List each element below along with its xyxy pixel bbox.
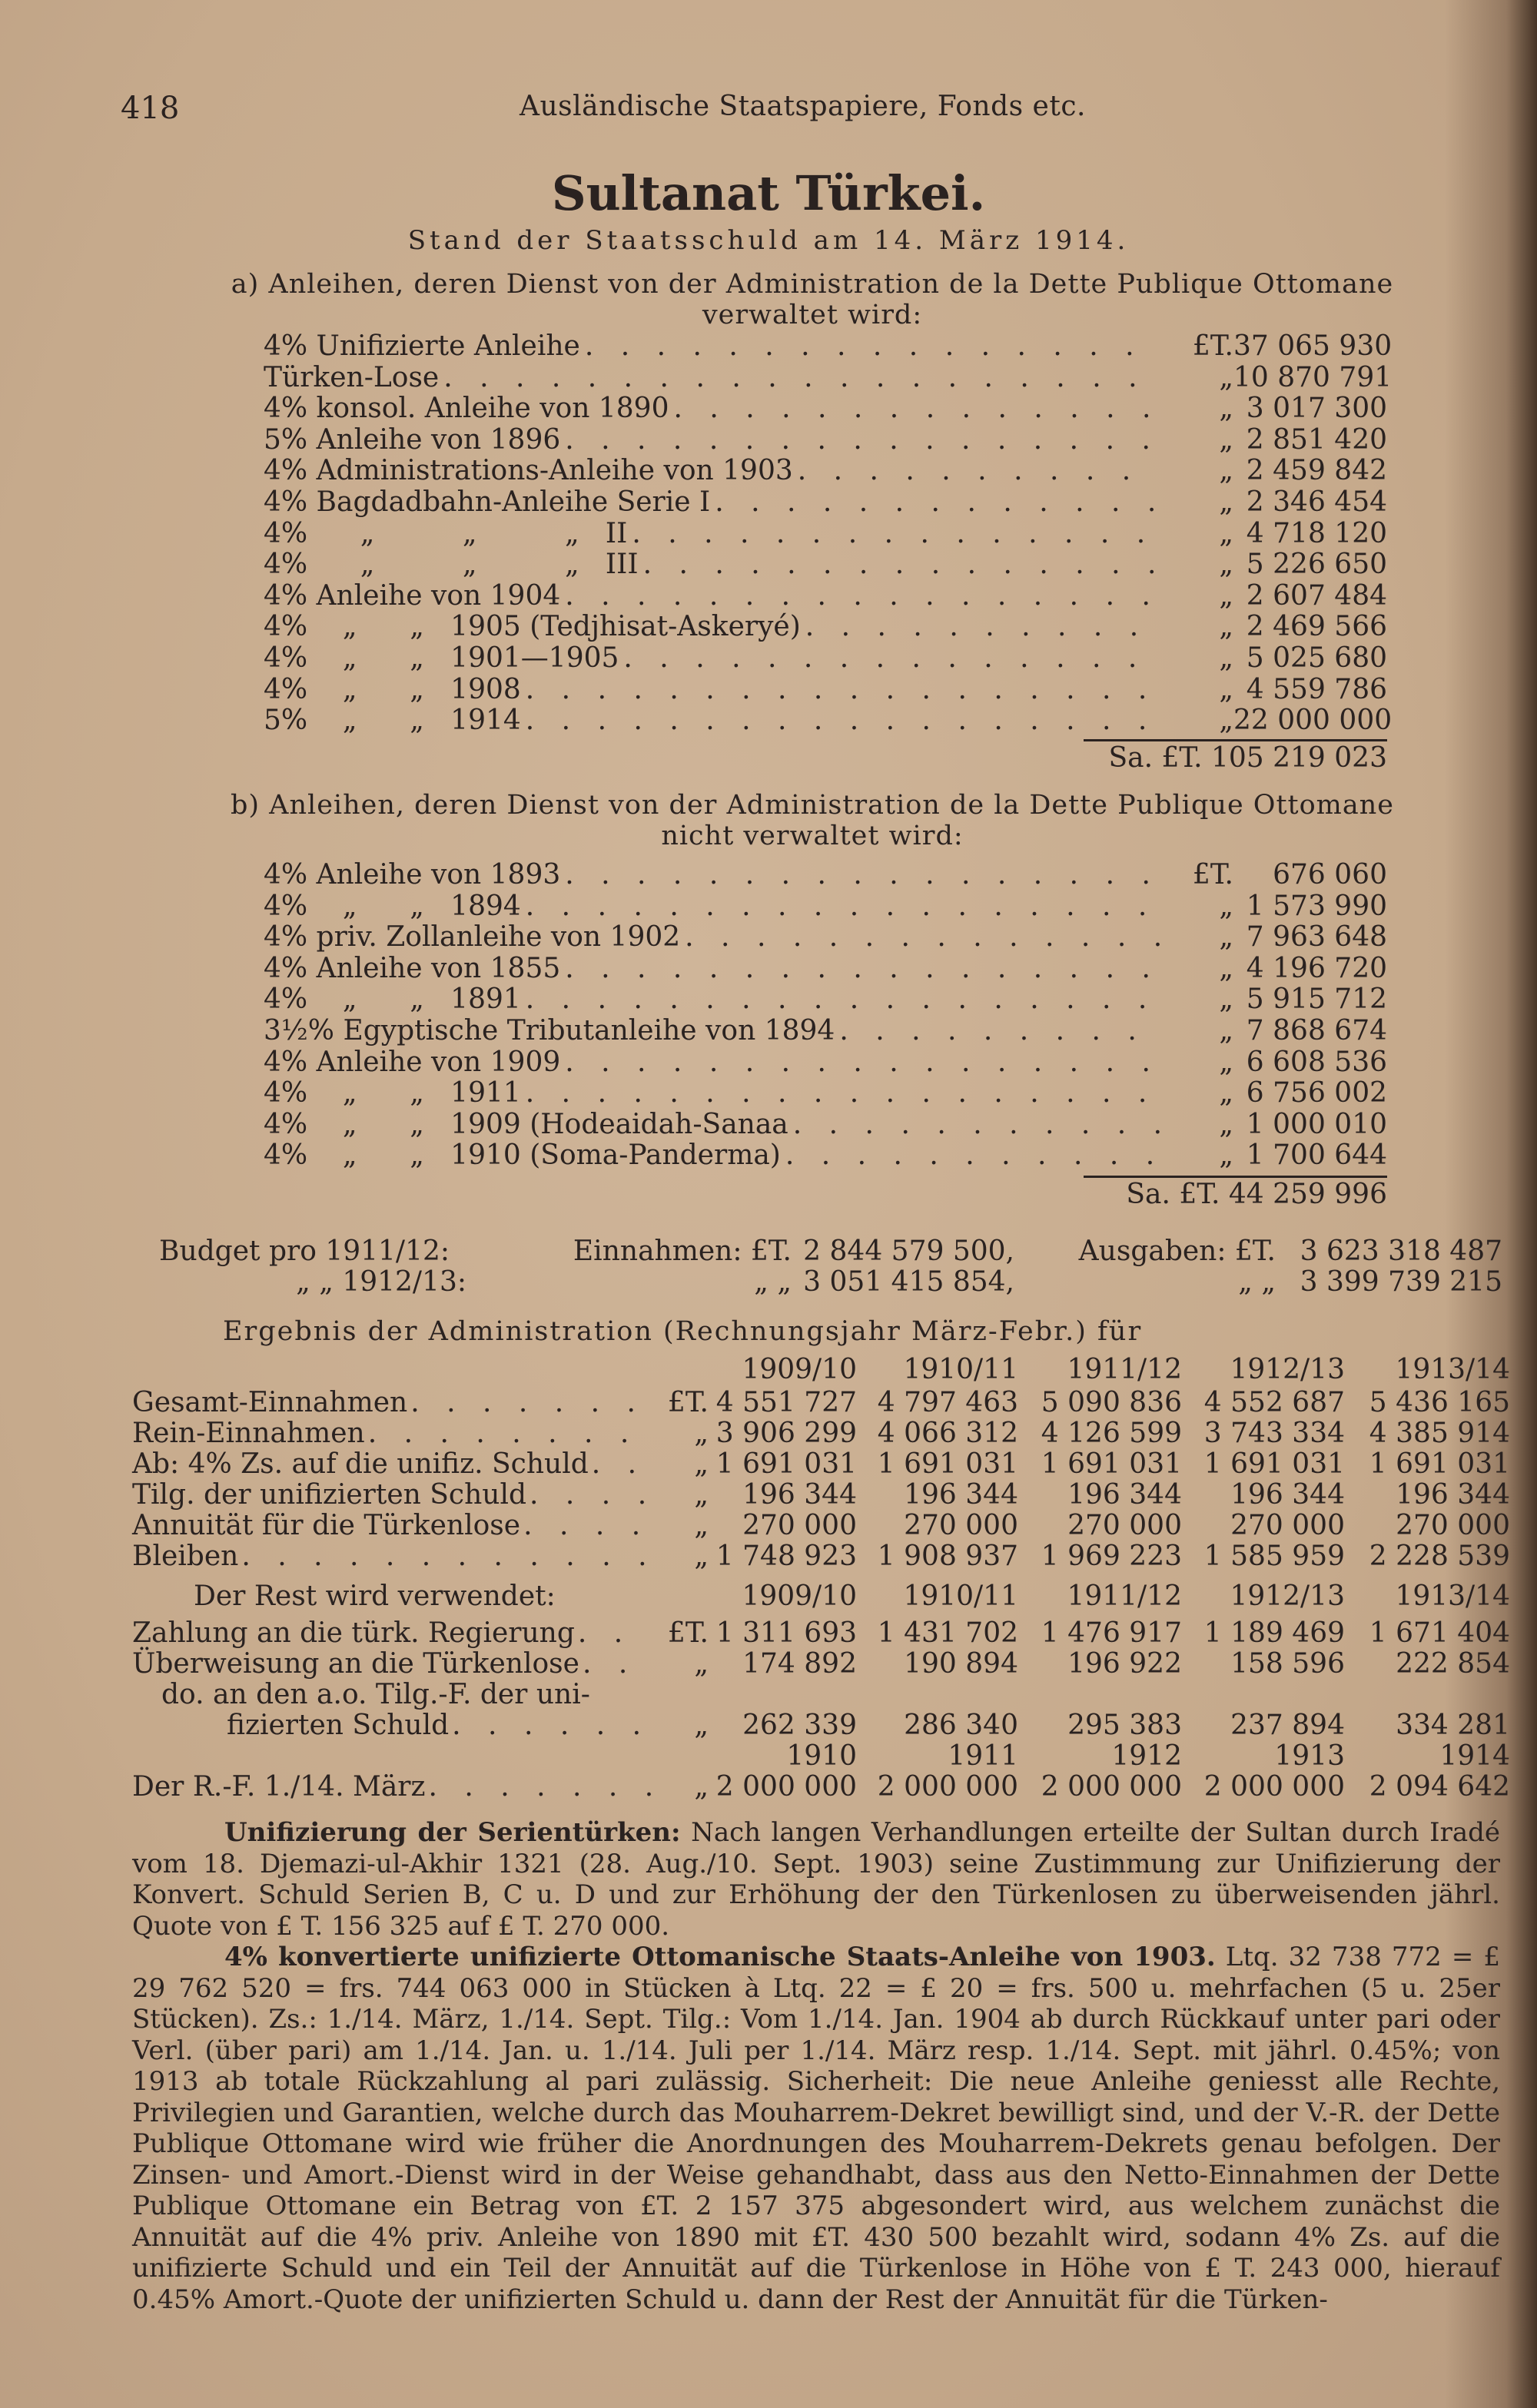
table-row-label (132, 1648, 709, 1680)
leader-dots (529, 1479, 652, 1511)
loan-row (264, 1139, 1387, 1170)
paragraph-unifizierung (132, 1817, 1500, 1942)
table-cell: 270 000 (742, 1510, 857, 1541)
loan-name: 4% Anleihe von 1855 (264, 953, 561, 984)
table-row-label (132, 1418, 709, 1449)
table-cell: 5 436 165 (1369, 1387, 1510, 1418)
loan-amount: 1 000 010 (1246, 1109, 1387, 1140)
row-unit: £T. (667, 1617, 709, 1649)
table-cell: 196 344 (904, 1479, 1018, 1511)
leader-dots (565, 424, 1160, 456)
loan-currency: „ (1219, 674, 1233, 705)
section-a-heading (178, 269, 1446, 330)
row-unit: „ (694, 1418, 709, 1449)
table-cell: 1 311 693 (715, 1617, 857, 1649)
row-label: Gesamt-Einnahmen (132, 1387, 408, 1418)
loan-name: 4% „ „ „ III (264, 549, 639, 580)
year-header: 1909/10 (742, 1580, 857, 1612)
table-cell: 1 691 031 (877, 1448, 1018, 1480)
loan-currency: „ (1219, 611, 1233, 642)
table-cell: 1 189 469 (1203, 1617, 1345, 1649)
table-cell: 190 894 (904, 1648, 1018, 1680)
table-cell: 1 671 404 (1369, 1617, 1510, 1649)
loan-currency: „ (1219, 921, 1233, 953)
page-number: 418 (121, 91, 180, 126)
row-label: Annuität für die Türkenlose (132, 1510, 521, 1541)
paragraph-unifizierung-title: Unifizierung der Serientürken: (224, 1817, 681, 1848)
year-header: 1913 (1274, 1740, 1345, 1772)
budget-income-label: Einnahmen: £T. (573, 1236, 792, 1267)
loan-name: 4% „ „ 1905 (Tedjhisat-Askeryé) (264, 611, 801, 642)
row-unit: £T. (667, 1387, 709, 1418)
loan-row (264, 549, 1387, 579)
leader-dots (565, 859, 1160, 891)
table-cell: 4 066 312 (877, 1418, 1018, 1449)
table-cell: 1 691 031 (1369, 1448, 1510, 1480)
table-cell: 1 691 031 (1041, 1448, 1182, 1480)
leader-dots (526, 674, 1160, 705)
loan-name: 4% konsol. Anleihe von 1890 (264, 393, 669, 424)
row-label: Rein-Einnahmen (132, 1418, 365, 1449)
row-label: Tilg. der unifizierten Schuld (132, 1479, 527, 1511)
table-cell: 270 000 (1396, 1510, 1510, 1541)
loan-row (264, 891, 1387, 921)
leader-dots (526, 891, 1160, 922)
row-label: Der R.-F. 1./14. März (132, 1771, 426, 1803)
year-header: 1911 (948, 1740, 1018, 1772)
loan-currency: „ (1219, 486, 1233, 518)
loan-currency: „ (1219, 1139, 1233, 1171)
loan-amount: 1 700 644 (1246, 1139, 1387, 1171)
results-heading: Ergebnis der Administration (Rechnungsjahr März-Febr.) für (223, 1316, 1143, 1347)
table-cell: 4 385 914 (1369, 1418, 1510, 1449)
table-row-label (227, 1710, 709, 1741)
loan-name: 4% „ „ 1911 (264, 1077, 521, 1109)
year-header: 1912/13 (1230, 1354, 1345, 1385)
loan-currency: „ (1219, 518, 1233, 549)
loan-amount: 10 870 791 (1233, 362, 1393, 393)
table-row-label (132, 1617, 709, 1649)
table-row-label (132, 1387, 709, 1418)
year-header: 1913/14 (1395, 1354, 1510, 1385)
loan-row (264, 393, 1387, 423)
paragraph-anleihe-1903-title: 4% konvertierte unifizierte Ottomanische Staats-Anleihe von 1903. (224, 1942, 1216, 1972)
year-header: 1910 (786, 1740, 857, 1772)
year-header: 1910/11 (903, 1354, 1018, 1385)
table-cell: 286 340 (904, 1710, 1018, 1741)
loan-amount: 5 025 680 (1246, 642, 1387, 674)
table-row-label (132, 1479, 709, 1511)
table-cell: 1 585 959 (1203, 1541, 1345, 1572)
loan-currency: „ (1219, 705, 1233, 736)
loan-row (264, 642, 1387, 673)
loan-currency: „ (1219, 424, 1233, 456)
loan-row (264, 921, 1387, 952)
table-row-label (132, 1510, 709, 1541)
leader-dots (592, 1448, 652, 1480)
row-unit: „ (694, 1479, 709, 1511)
budget-income: 3 051 415 854, (803, 1266, 1014, 1298)
table-cell: 5 090 836 (1041, 1387, 1182, 1418)
budget-expenses: 3 399 739 215 (1300, 1266, 1502, 1298)
loan-currency: „ (1219, 455, 1233, 486)
year-header: 1914 (1439, 1740, 1510, 1772)
loan-amount: 5 915 712 (1246, 983, 1387, 1015)
loan-name: 4% priv. Zollanleihe von 1902 (264, 921, 681, 953)
loan-name: 4% „ „ 1894 (264, 891, 521, 922)
table-cell: 4 552 687 (1203, 1387, 1345, 1418)
loan-currency: £T. (1192, 330, 1233, 362)
table-cell: 2 228 539 (1369, 1541, 1510, 1572)
loan-name: 4% Anleihe von 1909 (264, 1046, 561, 1078)
leader-dots (523, 1510, 652, 1541)
loan-row (264, 455, 1387, 486)
loan-currency: „ (1219, 891, 1233, 922)
loan-amount: 2 607 484 (1246, 580, 1387, 612)
loan-currency: „ (1219, 362, 1233, 393)
loan-amount: 2 346 454 (1246, 486, 1387, 518)
loan-row (264, 1109, 1387, 1139)
total-b: Sa. £T. 44 259 996 (1126, 1179, 1387, 1210)
loan-name: Türken-Lose (264, 362, 440, 393)
loan-currency: „ (1219, 580, 1233, 612)
loan-currency: „ (1219, 549, 1233, 580)
section-b-heading-line1: b) Anleihen, deren Dienst von der Administration de la Dette Publique Ottomane (231, 790, 1394, 821)
row-unit: „ (694, 1648, 709, 1680)
loan-row (264, 611, 1387, 642)
page-title: Sultanat Türkei. (551, 165, 986, 221)
budget-expenses: 3 623 318 487 (1300, 1236, 1502, 1267)
loan-amount: 4 559 786 (1246, 674, 1387, 705)
table-cell: 1 431 702 (877, 1617, 1018, 1649)
loan-currency: „ (1219, 1077, 1233, 1109)
loan-amount: 22 000 000 (1233, 705, 1393, 736)
leader-dots (578, 1617, 652, 1649)
leader-dots (368, 1418, 652, 1449)
table-cell: 2 000 000 (1041, 1771, 1182, 1803)
leader-dots (526, 705, 1160, 736)
loan-row (264, 674, 1387, 705)
table-cell: 3 743 334 (1203, 1418, 1345, 1449)
loan-row (264, 953, 1387, 983)
loan-name: 4% „ „ 1891 (264, 983, 521, 1015)
loan-currency: £T. (1192, 859, 1233, 891)
section-b-heading-line2: nicht verwaltet wird: (661, 821, 964, 851)
leader-dots (673, 393, 1160, 424)
table-cell: 196 344 (1396, 1479, 1510, 1511)
loan-amount: 7 868 674 (1246, 1015, 1387, 1046)
budget-income-label: „ „ (754, 1266, 792, 1298)
row-unit: „ (694, 1448, 709, 1480)
table-row-label (132, 1541, 709, 1572)
table-cell: 295 383 (1067, 1710, 1182, 1741)
section-a-heading-line1: a) Anleihen, deren Dienst von der Administration de la Dette Publique Ottomane (231, 269, 1394, 300)
loan-row (264, 859, 1387, 890)
year-header: 1911/12 (1067, 1354, 1182, 1385)
leader-dots (443, 362, 1160, 393)
row-unit: „ (694, 1541, 709, 1572)
budget-year-label: „ „ 1912/13: (296, 1266, 466, 1298)
loan-amount: 7 963 648 (1246, 921, 1387, 953)
table-cell: 262 339 (742, 1710, 857, 1741)
table-cell: 4 797 463 (877, 1387, 1018, 1418)
row-label: fizierten Schuld (227, 1710, 450, 1741)
loan-row (264, 424, 1387, 455)
budget-expense-label: Ausgaben: £T. (1078, 1236, 1276, 1267)
table-cell: 1 908 937 (877, 1541, 1018, 1572)
loan-row (264, 1046, 1387, 1077)
table-cell: 237 894 (1230, 1710, 1345, 1741)
loan-amount: 4 718 120 (1246, 518, 1387, 549)
sum-line-a (1084, 739, 1387, 741)
loan-amount: 3 017 300 (1246, 393, 1387, 424)
table-cell: 1 476 917 (1041, 1617, 1182, 1649)
year-header: 1912 (1111, 1740, 1182, 1772)
loan-name: 4% Bagdadbahn-Anleihe Serie I (264, 486, 711, 518)
loan-name: 4% Unifizierte Anleihe (264, 330, 580, 362)
usage-heading: Der Rest wird verwendet: (194, 1580, 556, 1612)
loan-name: 4% „ „ 1901—1905 (264, 642, 619, 674)
row-label: Überweisung an die Türkenlose (132, 1648, 579, 1680)
leader-dots (805, 611, 1160, 642)
table-cell: 174 892 (742, 1648, 857, 1680)
sum-line-b (1084, 1176, 1387, 1178)
table-cell: 2 000 000 (877, 1771, 1018, 1803)
loan-name: 4% Anleihe von 1893 (264, 859, 561, 891)
leader-dots (785, 1139, 1160, 1171)
leader-dots (452, 1710, 652, 1741)
leader-dots (685, 921, 1160, 953)
loan-amount: 4 196 720 (1246, 953, 1387, 984)
budget-expense-label: „ „ (1238, 1266, 1276, 1298)
loan-amount: 2 459 842 (1246, 455, 1387, 486)
table-row-label (132, 1771, 709, 1803)
leader-dots (583, 1648, 652, 1680)
table-cell: 1 969 223 (1041, 1541, 1182, 1572)
loan-amount: 2 469 566 (1246, 611, 1387, 642)
table-cell: 196 344 (1230, 1479, 1345, 1511)
table-cell: 1 691 031 (1203, 1448, 1345, 1480)
loan-amount: 37 065 930 (1233, 330, 1393, 362)
budget-income: 2 844 579 500, (803, 1236, 1014, 1267)
loan-name: 4% „ „ 1908 (264, 674, 521, 705)
row-unit: „ (694, 1710, 709, 1741)
leader-dots (839, 1015, 1160, 1046)
loan-currency: „ (1219, 983, 1233, 1015)
leader-dots (241, 1541, 652, 1572)
loan-amount: 676 060 (1273, 859, 1387, 891)
loan-currency: „ (1219, 1046, 1233, 1078)
year-header: 1910/11 (903, 1580, 1018, 1612)
leader-dots (428, 1771, 652, 1803)
section-b-heading (178, 790, 1446, 851)
table-cell: 270 000 (1230, 1510, 1345, 1541)
paragraph-anleihe-1903-text: Ltq. 32 738 772 = £ 29 762 520 = frs. 744 063 000 in Stücken à Ltq. 22 = £ 20 = frs. 500 u. mehrfachen (5 u. 25er Stücken). Zs.: 1./14. März, 1./14. Sept. Tilg.: Vom 1./14. Jan. 1904 ab durch Rückkauf unter pari oder Verl. (über pari) am 1./14. Jan. u. 1./14. Juli per 1./14. März resp. 1./14. Sept. mit jährl. 0.45%; von 1913 ab totale Rückzahlung al pari zulässig. Sicherheit: Die neue Anleihe geniesst alle Rechte, Privilegien und Garantien, welche durch das Mouharrem-Dekret bewilligt sind, und der V.-R. der Dette Publique Ottomane wird wie früher die Anordnungen des Mouharrem-Dekrets genau befolgen. Der Zinsen- und Amort.-Dienst wird in der Weise gehandhabt, dass aus den Netto-Einnahmen der Dette Publique Ottomane ein Betrag von £T. 2 157 375 abgesondert wird, aus welchem zunächst die Annuität auf die 4% priv. Anleihe von 1890 mit £T. 430 500 bezahlt wird, sodann 4% Zs. auf die unifizierte Schuld und ein Teil der Annuität auf die Türkenlose in Höhe von £ T. 243 000, hierauf 0.45% Amort.-Quote der unifizierten Schuld u. dann der Rest der Annuität für die Türken- (132, 1942, 1500, 2315)
table-cell: 1 748 923 (715, 1541, 857, 1572)
table-cell: 196 344 (742, 1479, 857, 1511)
table-cell: 2 094 642 (1369, 1771, 1510, 1803)
loan-row (264, 486, 1387, 517)
loan-row (264, 705, 1393, 736)
row-unit: „ (694, 1510, 709, 1541)
leader-dots (715, 486, 1160, 518)
leader-dots (565, 953, 1160, 984)
paragraph-anleihe-1903 (132, 1942, 1500, 2315)
loan-name: 4% „ „ 1910 (Soma-Panderma) (264, 1139, 781, 1171)
loan-row (264, 1077, 1387, 1108)
leader-dots (585, 330, 1160, 362)
leader-dots (565, 1046, 1160, 1078)
leader-dots (798, 455, 1160, 486)
loan-amount: 1 573 990 (1246, 891, 1387, 922)
loan-amount: 2 851 420 (1246, 424, 1387, 456)
year-header: 1913/14 (1395, 1580, 1510, 1612)
loan-name: 4% „ „ 1909 (Hodeaidah-Sanaa (264, 1109, 788, 1140)
paragraph-unifizierung-text: Nach langen Verhandlungen erteilte der Sultan durch Iradé vom 18. Djemazi-ul-Akhir 1321 (28. Aug./10. Sept. 1903) seine Zustimmung zur Unifizierung der Konvert. Schuld Serien B, C u. D und zur Erhöhung der den Türkenlosen zu überweisenden jährl. Quote von £ T. 156 325 auf £ T. 270 000. (132, 1817, 1500, 1942)
table-cell: 4 126 599 (1041, 1418, 1182, 1449)
loan-row (264, 983, 1387, 1014)
loan-name: 3½% Egyptische Tributanleihe von 1894 (264, 1015, 835, 1046)
table-row-label (132, 1448, 709, 1480)
page-subtitle: Stand der Staatsschuld am 14. März 1914. (407, 225, 1130, 256)
row-unit: „ (694, 1771, 709, 1803)
section-a-heading-line2: verwaltet wird: (702, 300, 923, 330)
leader-dots (623, 642, 1160, 674)
loan-name: 5% Anleihe von 1896 (264, 424, 561, 456)
leader-dots (632, 518, 1160, 549)
table-cell: 4 551 727 (715, 1387, 857, 1418)
leader-dots (526, 983, 1160, 1015)
loan-amount: 6 608 536 (1246, 1046, 1387, 1078)
table-cell: 196 922 (1067, 1648, 1182, 1680)
loan-currency: „ (1219, 1015, 1233, 1046)
year-header: 1912/13 (1230, 1580, 1345, 1612)
loan-currency: „ (1219, 1109, 1233, 1140)
loan-row (264, 580, 1387, 611)
table-cell: 222 854 (1396, 1648, 1510, 1680)
leader-dots (793, 1109, 1160, 1140)
loan-row (264, 330, 1393, 362)
loan-currency: „ (1219, 393, 1233, 424)
table-cell: 270 000 (904, 1510, 1018, 1541)
table-cell: 2 000 000 (715, 1771, 857, 1803)
row-label: Zahlung an die türk. Regierung (132, 1617, 575, 1649)
loan-name: 4% Anleihe von 1904 (264, 580, 561, 612)
leader-dots (410, 1387, 652, 1418)
running-title: Ausländische Staatspapiere, Fonds etc. (520, 91, 1086, 122)
table-cell: 3 906 299 (715, 1418, 857, 1449)
loan-row (264, 1015, 1387, 1046)
row-label: Bleiben (132, 1541, 239, 1572)
loan-amount: 6 756 002 (1246, 1077, 1387, 1109)
table-cell: 2 000 000 (1203, 1771, 1345, 1803)
row-label-line1: do. an den a.o. Tilg.-F. der uni- (161, 1679, 590, 1710)
row-label: Ab: 4% Zs. auf die unifiz. Schuld (132, 1448, 589, 1480)
budget-year-label: Budget pro 1911/12: (159, 1236, 450, 1267)
leader-dots (565, 580, 1160, 612)
table-cell: 1 691 031 (715, 1448, 857, 1480)
table-cell: 270 000 (1067, 1510, 1182, 1541)
loan-name: 4% „ „ „ II (264, 518, 628, 549)
year-header: 1911/12 (1067, 1580, 1182, 1612)
loan-row (264, 518, 1387, 549)
loan-currency: „ (1219, 953, 1233, 984)
total-a: Sa. £T. 105 219 023 (1108, 742, 1387, 774)
table-cell: 196 344 (1067, 1479, 1182, 1511)
loan-currency: „ (1219, 642, 1233, 674)
table-cell: 334 281 (1396, 1710, 1510, 1741)
loan-name: 5% „ „ 1914 (264, 705, 521, 736)
year-header: 1909/10 (742, 1354, 857, 1385)
loan-amount: 5 226 650 (1246, 549, 1387, 580)
table-cell: 158 596 (1230, 1648, 1345, 1680)
leader-dots (526, 1077, 1160, 1109)
leader-dots (643, 549, 1160, 580)
loan-name: 4% Administrations-Anleihe von 1903 (264, 455, 793, 486)
loan-row (264, 362, 1393, 393)
